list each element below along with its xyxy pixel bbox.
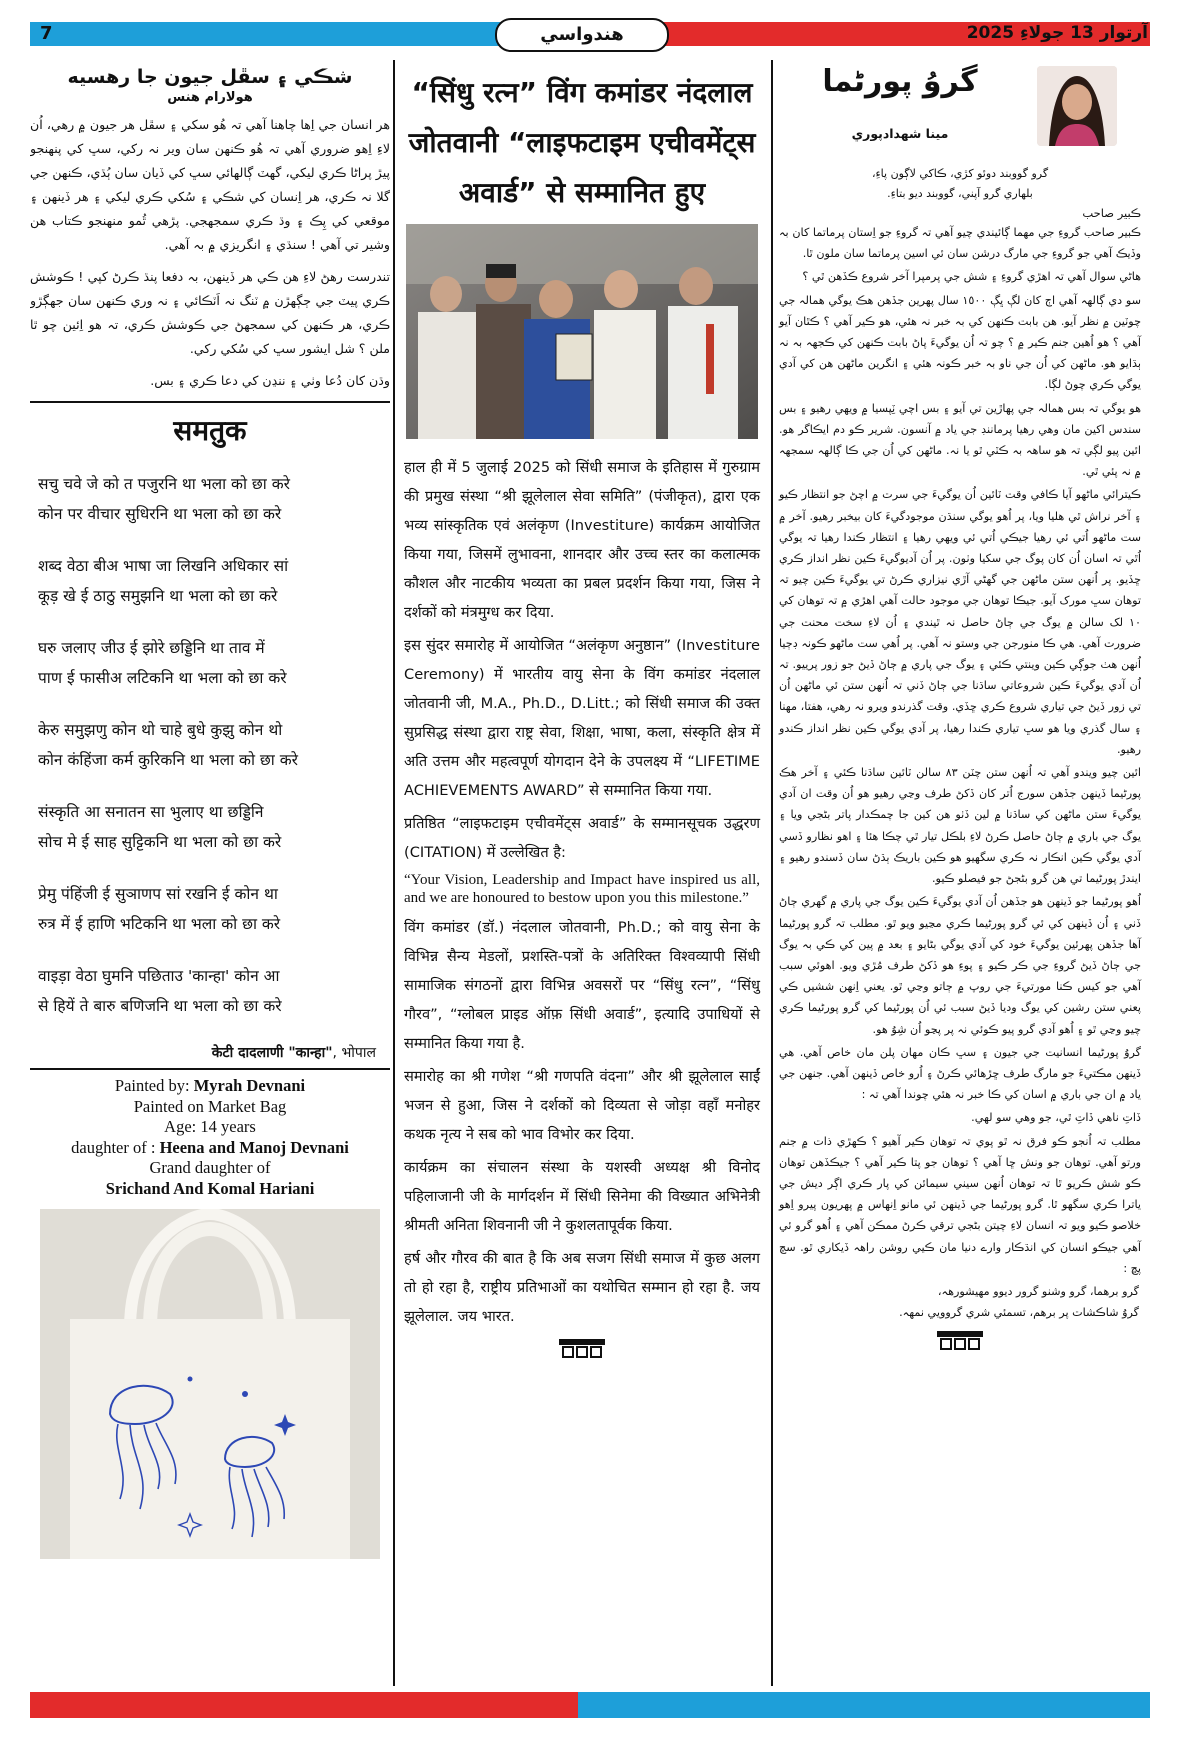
jellyfish-bag-illustration [40,1209,380,1559]
couplet [38,633,382,693]
poem-line: केरु समुझणु कोन थो चाहे बुधे कुझु कोन थो [38,721,283,739]
article-title-success-life: شڪي ۽ سڦل جيون جا رهسيه [67,66,353,88]
paragraph: گروُ پورڻيما انسانيت جي جيون ۽ سڀ ڪان مهان پلن مان خاص آهي. هي ڏينهن مڪتيءَ جو مارگ طرف ڇڙهائي ڪرڻ ۽ اُرو خاص ڏينهن آهي. جنهن جي ياد ۾ ان جي باري ۾ اسان کي ڪا خبر نہ هئي چوندا آهي تہ : [779,1045,1141,1102]
paragraph: هاڻي سوال آهي تہ اهڙي گروءِ ۽ شش جي پرمپرا آخر شروع ڪڏهن ٿي ؟ [802,270,1141,284]
painter-age: Age: 14 years [164,1117,256,1136]
couplet [38,551,382,611]
paragraph: هر انسان جي اِها چاهنا آهي تہ هُو سکي ۽ سڦل هر جيون ۾ رهي، اُن لاءِ اِهو ضروري آهي تہ هُو ڪنهن سان وير نہ رکي، سڀ کي پنهنجو پيڙ پراڻا ڪري ليکي، گهٽ ڳالهائي سڀ کي ڏيان سان ٻُڌي، ڪنهن جي گلا نہ ڪري، هر اِنسان کي شڪي ۽ سُکي ڪري ليکي ۽ هر ڏينهن ۽ موقعي کي پِڪ ۽ وڌ ڪري سمجهجي. پڙهي ٿُمو منهنجو ڪتاب هن وشير تي آهي ! سنڌي ۽ انگريزي ۾ بہ آهي. [30,117,390,252]
bottom-bar-blue [578,1692,1150,1718]
page-number: 7 [40,23,53,44]
paragraph: اُهو پورڻيما جو ڏينهن هو جڏهن اُن آدي يوگيءَ ڪين يوگ جي پاري ۾ گهري ڄاڻ ڏني ۽ اُن ڏينهن کي ئي گرو پورڻيما ڪري مڃيو ويو ٿو. مطلب تہ گرو پورڻيما آها جڏهن پهرئين يوگيءَ خود کي آدي يوگي بڻايو ۽ بعد ۾ پين کي ڪي بہ يوگ جي ڄاڻ ڏيڻ گروءِ جي ڪر ڪيو ۽ پوءِ هو ڏکڻ طرف مُڙي ويو. اهوئي سبب آهي جو کيس ڪنا مورتيءَ جي روپ ۾ ڄاتو وڃي ٿو. يعني اِنهن ششيں ڪي پعني ستن رشين کي يوگ وديا ڏيڻ سبب ئي اُن پورڻيما کي گرو پورڻيما ڪري چيو وڃي ٿو ۽ اُهو آدي گرو پيو ڪوئي نہ پر پڃو اُن شِوُ هو. [779,895,1141,1036]
ornament-icon [398,1337,766,1363]
article-author: مينا شهدادپوري [851,126,949,141]
shloka-line: گروُ شاڪشات پر برهم، تسمئي شري گروويي نمهہ. [899,1305,1139,1319]
article-author: هولارام هنس [167,90,253,105]
poem-line: प्रेमु पंहिंजी ई सुञाणप सां रखनि ई कोन था [38,885,278,903]
poem-line: घरु जलाए जीउ ई झोरे छड्डिनि था ताव में [38,639,265,657]
paragraph: ڪبير صاحب گروءِ جي مهما ڳائيندي چيو آهي تہ گروءِ جو اِستان پرماتما کان بہ وڏيڪ آهي جو گروءِ جي مارگ درشن سان ئي اسين پرماتما سان ملون ٿا. [779,226,1141,261]
couplet [38,879,382,939]
bottom-color-bar [30,1692,1150,1718]
closing-shloka [775,1281,1145,1323]
paragraph: इस सुंदर समारोह में आयोजित “अलंकृण अनुष्ठान” (Investiture Ceremony) में भारतीय वायु सेना के विंग कमांडर नंदलाल जोतवानी जी, M.A., Ph.D., D.Litt.; को सिंधी समाज की उक्त सुप्रसिद्ध संस्था द्वारा राष्ट्र सेवा, शिक्षा, भाषा, कला, संस्कृति क्षेत्र में अति उत्तम और महत्वपूर्ण योगदान देने के उपलक्ष्य में “LIFETIME ACHIEVEMENTS AWARD” से सम्मानित किया गया. [404,637,760,799]
paragraph: हर्ष और गौरव की बात है कि अब सजग सिंधी समाज में कुछ अलग तो हो रहा है, राष्ट्रीय प्रतिभाओं का यथोचित सम्मान हो रहा है. जय झूलेलाल. जय भारत. [404,1250,760,1325]
subheading: ڪبير صاحب [1082,206,1141,220]
article-body [30,113,390,393]
poet-name: केटी दादलाणी "कान्हा" [211,1045,333,1061]
center-column [398,60,766,1686]
paragraph: مطلب تہ اُنجو ڪو فرق نہ ٿو پوي تہ توهان ڪير آهيو ؟ ڪهڙي ذات ۾ جنم ورتو آهي. توهان جو ونش ڇا آهي ؟ توهان جو پتا ڪير آهي ؟ جيڪڏهن توهان ڪو شش ڪريو ٿا تہ توهان اُنهن سيني سيمائن کي پار ڪري اڳر ديش جي ياترا ڪري سگهو ٿا. گرو پورڻيما جي ڏينهن ئي مانو اِنهاس ۾ پهريون پيرو اِهو خلاصو ڪيو ويو تہ انسان لاءِ چيتن بڻجي ترقي ڪرڻ ممڪن آهي ۽ اُهو گرو ئي آهي جيڪو انسان کي انڌڪار وارے دنيا مان ڪيي روشن راهہ ڏيکاري ٿو. سچ پڇ : [779,1134,1141,1275]
paragraph: विंग कमांडर (डॉ.) नंदलाल जोतवानी, Ph.D.; को वायु सेना के विभिन्न सैन्य मेडलों, प्रशस्ति-पत्रों के अतिरिक्त विश्वव्यापी सिंधी सामाजिक संगठनों द्वारा विभिन्न अवसरों पर “सिंधु रत्न”, “सिंधु गौरव”, “ग्लोबल प्राइड ऑफ़ सिंधी अवार्ड”, इत्यादि उपाधियों से सम्मानित किया गया है. [404,919,760,1052]
column-divider-1 [393,60,395,1686]
author-portrait [1037,66,1117,146]
poem-line: सचु चवे जे को त पजुरनि था भला को छा करे [38,475,290,493]
column-divider-2 [771,60,773,1686]
parent-names: Heena and Manoj Devnani [159,1137,349,1157]
section-divider [30,401,390,403]
poem-line: कोन पर वीचार सुधिरनि था भला को छा करे [38,505,282,523]
shloka-line: گرو برهما، گرو وشنو گرور ديوو مهيشورهہ، [937,1284,1139,1298]
issue-date: آرتوار 13 جولاءِ 2025 [966,23,1148,43]
verse-line: گرو گووبند دوئو کڙي، ڪاکي لاڳون پاءِ، [871,167,1049,180]
poem-line: शब्द वेठा बीअ भाषा जा लिखनि अधिकार सां [38,557,289,575]
poem-line: कोन कंहिंजा कर्म कुरिकनि था भला को छा करे [38,751,298,769]
couplet [38,715,382,775]
opening-verse [775,164,1145,204]
paragraph: कार्यक्रम का संचालन संस्था के यशस्वी अध्यक्ष श्री विनोद पहिलाजानी जी के मार्गदर्शन में सिंधी सिनेमा की विख्यात अभिनेत्री श्रीमती अनिता शिवनानी जी ने कुशलतापूर्वक किया. [404,1159,760,1234]
grandparent-names: Srichand And Komal Hariani [105,1178,315,1198]
article-header [775,60,1145,160]
paragraph: ڪيترائي ماڻهو آيا ڪافي وقت ٽائين اُن يوگيءَ جي سرت ۾ اچڻ جو انتظار ڪيو ۽ آخر نراش ٿي هليا ويا، پر اُهو يوگي سنڌن موجودگيءَ کان بيخبر رهيو. آخر ۾ ست ماڻهو اُتي ئي رهيا جيڪي اُتي ئي ويهي رهيا ۽ انتظار ڪندا رهيا تہ يوگي اُٿي تہ اسان اُن کان پوگ جي سکيا وٺون. پر اُن آديوگيءَ ڪين نظر انداز ڪري ڇڏيو. پر اُنهن ستن ماڻهن جي گهڻي آڙي نيزاري ڪرڻ تي يوگيءَ ڪين چيو تہ توهان سڀ مورک آيو. جيڪا توهان جي موجود حالت آهي اهڙي ۾ تہ توهان کي ١٠ لک سالن ۾ يوگ جي ڄاڻ حاصل نہ ٿيندي ۽ اُن لاءِ سخت محنت جي ضرورت آهي. هي ڪا منورجن جي وستو نہ آهي. پر اُهي ست ماڻهو ڪونہ ڊڄيا اُنهن هٺ جوڳي ڪين وينتي ڪئي ۽ يوگ جي پاري ۾ ڄاڻ ڏيڻ جو زور پرييو. تہ اُن آدي يوگيءَ ڪين شروعاتي ساڌنا جي ڄاڻ ڏني تہ اُنهن ستن ئي ماڻهن اُن تي زور ڏيڻ جي تياري شروع ڪري ڇڏي. وقت گذرندو ويرو نہ رهي، هفتا، مهنا ۽ سال گذري ويا هو سڀ تياري ڪندا رهيا، پر آدي يوگي ڪين نظر انداز ڪندو رهيو. [779,488,1141,756]
credit-label: daughter of : [71,1137,160,1157]
poem-line: रुत्र में ई हाणि भटिकनि था भला को छा करे [38,915,281,933]
poet-credit [30,1043,376,1062]
section-divider [30,1068,390,1070]
couplet [38,469,382,529]
paragraph: ائين چيو ويندو آهي تہ اُنهن ستن چٽن ٨٣ سالن ٽائين ساڌنا ڪئي ۽ آخر هڪ پورڻيما ڏينهن جڏهن سورج اُتر کان ڏکڻ طرف وڃي رهيو هو اُن وقت ان آدي يوگيءَ ستن ماڻهن کي ساڌنا ۾ لين ڏٺو هن کين جا چمڪدار پاتر بڻجي ويا ۽ يوگ جي باري ۾ ڄاڻ حاصل ڪرڻ لاءِ بلڪل تيار ٿي چڪا هئا ۽ اهو نظارو ڏسي آدي يوگي ڪين انڪار نہ ڪري سگهيو هو ڪين باريڪ ٻڌڻ سان ڏسندو رهيو ۽ ايندڙ پورڻيما تي هن گرو بڻجڻ جو فيصلو ڪيو. [779,766,1141,886]
paragraph: ڏاتِ ناهي ڏاتِ ٿي، جو وهي سو لهي. [971,1111,1141,1125]
poem-line: पाण ई फासीअ लटिकनि था भला को छा करे [38,669,287,687]
paragraph: प्रतिष्ठित “लाइफटाइम एचीवमेंट्स अवार्ड” के सम्मानसूचक उद्धरण (CITATION) में उल्लेखित है: [404,815,760,861]
poem-line: सोच मे ई साह सुट्टिकनि था भला को छा करे [38,833,282,851]
ornament-icon [775,1329,1145,1355]
paragraph: تندرست رهڻ لاءِ هن ڪي هر ڏينهن، بہ دفعا پنڌ ڪرڻ کپي ! ڪوشش ڪري پيٽ جي ڄڳهڙن ۾ ٽنگ نہ اَٽڪائي ۽ نہ وري ڪنهن سان جهڳڙو ڪري، هر ڪنهن کي سمجهڻ جي ڪوشش ڪري، تہ هو اِئين چو ٿا ملن ؟ شل ايشور سڀ کي سُکي رکي. [30,269,390,356]
poem-title: समतुक [173,414,247,447]
paragraph: وڌن کان دُعا وٺي ۽ ننڍن کي دعا ڪري ۽ بس. [150,373,390,388]
right-column [775,60,1145,1686]
article-title-award: “सिंधु रत्न” विंग कमांडर नंदलाल जोतवानी “लाइफटाइम एचीवमेंट्स अवार्ड” से सम्मानित हुए [408,76,756,209]
painting-medium: Painted on Market Bag [133,1096,287,1116]
credit-label: Grand daughter of [149,1158,271,1177]
article-body [398,453,766,1331]
article-body [775,222,1145,1279]
painter-name: Myrah Devnani [193,1076,306,1095]
painting-credit [30,1076,390,1199]
painted-bag-photo [40,1209,380,1559]
poet-city: , भोपाल [332,1045,376,1061]
couplet [38,961,382,1021]
paragraph: سو دي ڳالهہ آهي اڄ کان لڳ ڀڳ ١٥٠٠ سال پهرين جڏهن هڪ يوگي همالہ جي چوٽين ۾ نظر آيو. هن بابت ڪنهن کي بہ خبر نہ هئي، هو ڪير آهي ؟ ڪٿان آيو آهي ؟ هو اُهين جنم ڪير ۾ ؟ چو تہ اُن يوگيءَ پاڻ بابت ڪنهن کي ڪجهہ بہ نہ ٻڌايو هو. ماڻهن کي اُن جي ناو بہ خبر ڪونہ هئي ۽ انگرين ماڻهن هن کي آدي يوگي ڪري چوڻ لڳا. [779,293,1142,392]
poem-line: से हियें ते बारु बणिजनि था भला को छा करे [38,997,282,1015]
paragraph: हाल ही में 5 जुलाई 2025 को सिंधी समाज के इतिहास में गुरुग्राम की प्रमुख संस्था “श्री झूलेलाल सेवा समिति” (पंजीकृत), द्वारा एक भव्य सांस्कृतिक एवं अलंकृण (Investiture) कार्यक्रम आयोजित किया गया, जिसमें लुभावना, शानदार और उच्च स्तर का कलात्मक कौशल और नाटकीय भव्यता का प्रबल प्रदर्शन किया गया, जिस ने दर्शकों को मंत्रमुग्ध कर दिया. [404,459,760,621]
poem-line: वाइड़ा वेठा घुमनि पछिताउ 'कान्हा' कोन आ [38,967,280,985]
paragraph: समारोह का श्री गणेश “श्री गणपति वंदना” और श्री झूलेलाल साईं भजन से हुआ, जिस ने दर्शकों को दिव्यता से जोड़ा वहाँ मनोहर कथक नृत्य ने सब को भाव विभोर कर दिया. [404,1068,760,1143]
poem-line: कूड़ खे ई ठाठु समुझनि था भला को छा करे [38,587,278,605]
citation-quote: “Your Vision, Leadership and Impact have inspired us all, and we are honoured to bestow upon you this milestone.” [404,872,760,906]
article-title-guru-purnima: گروُ پورڻما [822,64,978,99]
bottom-bar-red [30,1692,578,1718]
award-ceremony-photo [406,224,758,439]
couplet [38,797,382,857]
verse-line: بلهاري گرو آپني، گووبند ديو بتاءِ. [887,187,1033,200]
paragraph: هو يوگي تہ بس همالہ جي پهاڙين تي آيو ۽ بس اچي ٽِپسيا ۾ ويهي رهيو ۽ بس سندس اکين مان وهي رهيا پرماننڊ جي ياد ۾ آنسون. شرير ڪو دم ايڪاگر هو. ائين پيو لڳي تہ هو ساهہ بہ ڪٽي ٿو يا نہ. ماڻهن کي اُن جي ڪا ڳالهہ سمجهہ ۾ نہ پئي ٿي. [779,401,1141,479]
poem-line: संस्कृति आ सनातन सा भुलाए था छड्डिनि [38,803,264,821]
credit-label: Painted by: [114,1076,194,1095]
newspaper-masthead: هندواسي [495,18,669,52]
left-column [30,60,390,1686]
ceremony-illustration [406,224,758,439]
